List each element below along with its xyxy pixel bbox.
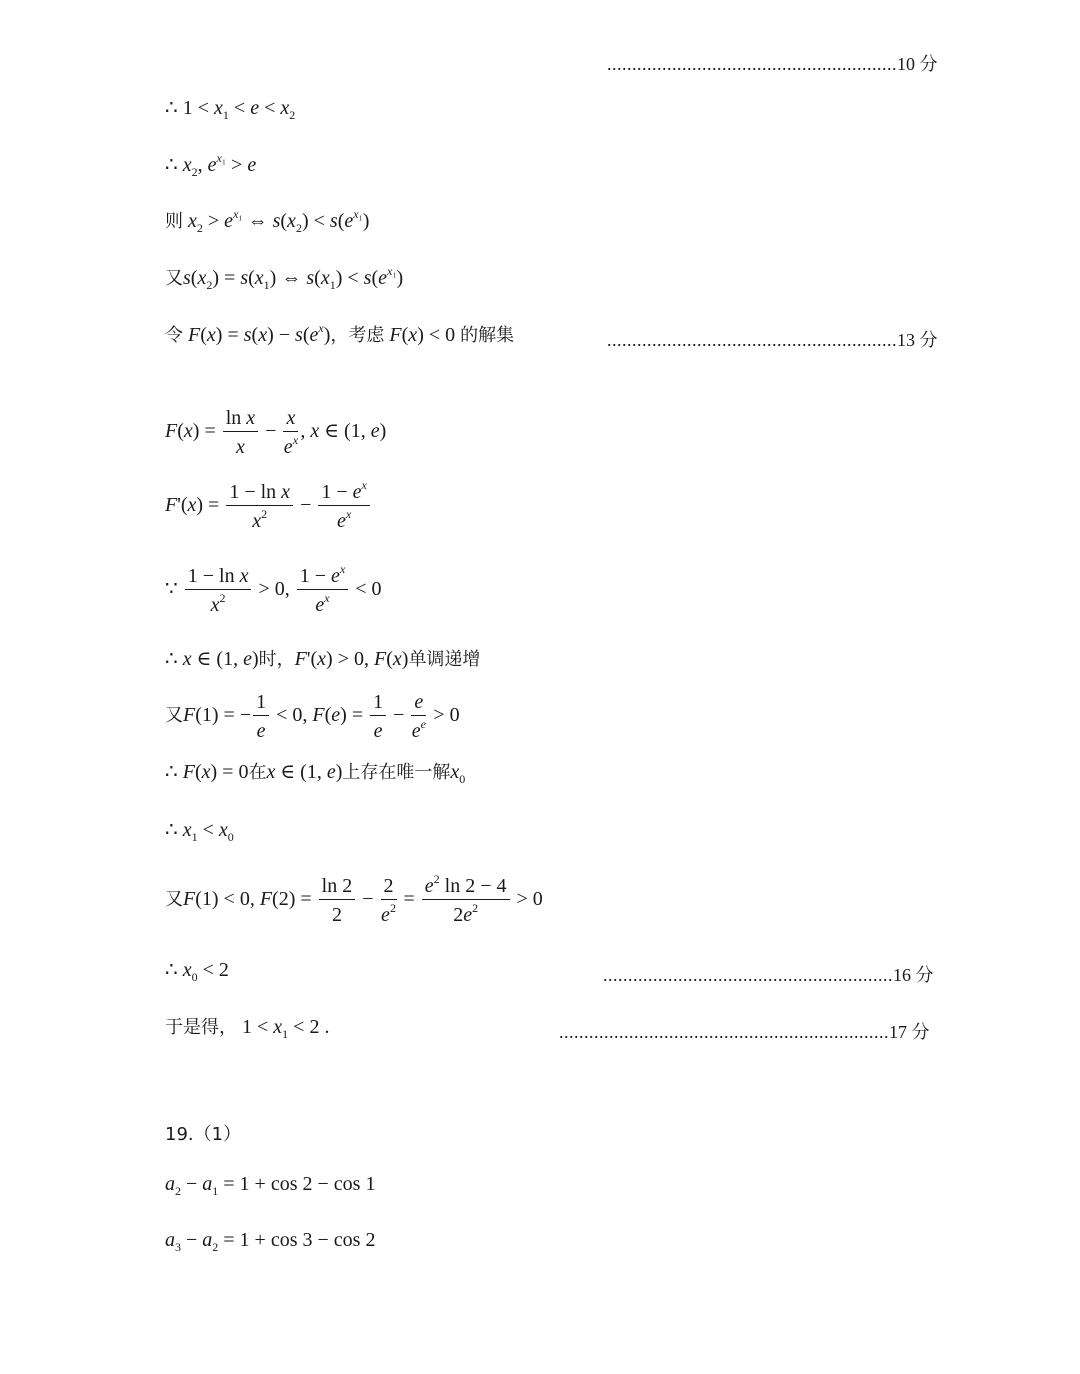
text-dandiao: 单调递增 [408,649,481,670]
score-points: 17 分 [889,1022,930,1042]
score-dots: .......................................................... [607,330,897,350]
score-dots: .................................................................. [559,1022,889,1042]
math-line-17: $a_3 - a_2 = 1 + \cos 3 - \cos 2$ [165,1229,376,1254]
score-points: 16 分 [893,965,934,985]
math-line-6: F(x) = $\frac{\text{ln x}}{x}$ − $\frac{x}{e^x}$ , x ∈ (1, e) [165,407,387,458]
text-zai: 在 [248,762,267,783]
text-ze: 则 [165,211,183,232]
math-line-8: ∵ $\frac{\text{1 − ln x}}{x^2}$ > 0, $\frac{1 - e^x}{e^x}$ < 0 [165,562,382,616]
score-points: 13 分 [897,330,938,350]
math-line-2: ∴ $x_2$, $e^{x_1} > e$ [165,151,257,179]
text-shi: 时， [258,649,295,670]
text-you: 又 [165,268,183,289]
text-q19: 19.（1） [165,1124,242,1145]
fraction: $\frac{e^2 \ln 2 - 4}{2e^2}$ [422,876,510,925]
text-you: 又 [165,889,183,911]
math-line-15: 于是得， $1 < x_1 < 2$ . [165,1016,330,1041]
math-line-11: ∴ F(x) = 0在x ∈ (1, e)上存在唯一解$x_0$ [165,761,466,786]
score-mark-16 [603,961,934,987]
math-line-12: ∴ $x_1 < x_0$ [165,819,234,844]
math-line-16: $a_2 - a_1 = 1 + \cos 2 - \cos 1$ [165,1173,376,1198]
text-shangcunzai: 上存在唯一解 [342,762,451,783]
math-line-10: 又F(1) = − $\frac{1}{e}$ < 0, F(e) = $\frac{1}{e}$ − $\frac{e}{e^e}$ > 0 [165,691,460,742]
text-kaolv: ，考虑 [330,325,385,346]
math-line-7: F'(x) = $\frac{\text{1 − ln x}}{x^2}$ − $\frac{1 - e^x}{e^x}$ [165,482,372,531]
score-mark-10 [607,50,938,76]
text-yushide: 于是得， [165,1017,237,1038]
math-line-9: ∴ x ∈ (1, e)时，F'(x) > 0, F(x)单调递增 [165,648,481,670]
fraction: $\frac{\ln 2}{2}$ [319,876,356,925]
fraction: $\frac{\text{1 − ln x}}{x^2}$ [226,482,293,531]
fraction: $\frac{1}{e}$ [370,692,386,741]
fraction: $\frac{\text{1 − ln x}}{x^2}$ [185,566,252,615]
text-ling: 令 [165,325,183,346]
score-dots: .......................................................... [607,54,897,74]
text-you: 又 [165,705,183,727]
math-line-14: ∴ $x_0 < 2$ [165,959,229,984]
math-line-3: 则 $x_2 > e^{x_1}$ ⇔ $s(x_2) < s(e^{x_1})$ [165,207,370,235]
fraction: $\frac{1}{e}$ [253,692,269,741]
score-mark-17 [559,1018,930,1044]
fraction: $\frac{1 - e^x}{e^x}$ [297,566,349,615]
score-points: 10 分 [897,54,938,74]
math-line-1: ∴ $1 < x_1 < e < x_2$ [165,97,296,122]
question-number [165,1125,241,1144]
math-line-5: 令 $F(x) = s(x) - s(e^x)$，考虑 F(x) < 0 的解集 [165,321,515,346]
score-mark-13 [607,326,938,352]
text-de-jieji: 的解集 [460,325,515,346]
fraction: $\frac{2}{e^2}$ [381,875,396,926]
fraction: $\frac{x}{e^x}$ [283,407,299,458]
score-dots: .......................................................... [603,965,893,985]
fraction: $\frac{1 - e^x}{e^x}$ [318,482,370,531]
fraction: $\frac{\text{ln x}}{x}$ [223,408,258,457]
fraction: $\frac{e}{e^e}$ [411,691,426,742]
math-line-13: 又F(1) < 0, F(2) = $\frac{\ln 2}{2}$ − $\frac{2}{e^2}$ = $\frac{e^2 \ln 2 - 4}{2e^2}$ > 0 [165,872,543,926]
math-line-4: 又$s(x_2) = s(x_1)$ ⇔ $s(x_1) < s(e^{x_1})$ [165,264,404,292]
